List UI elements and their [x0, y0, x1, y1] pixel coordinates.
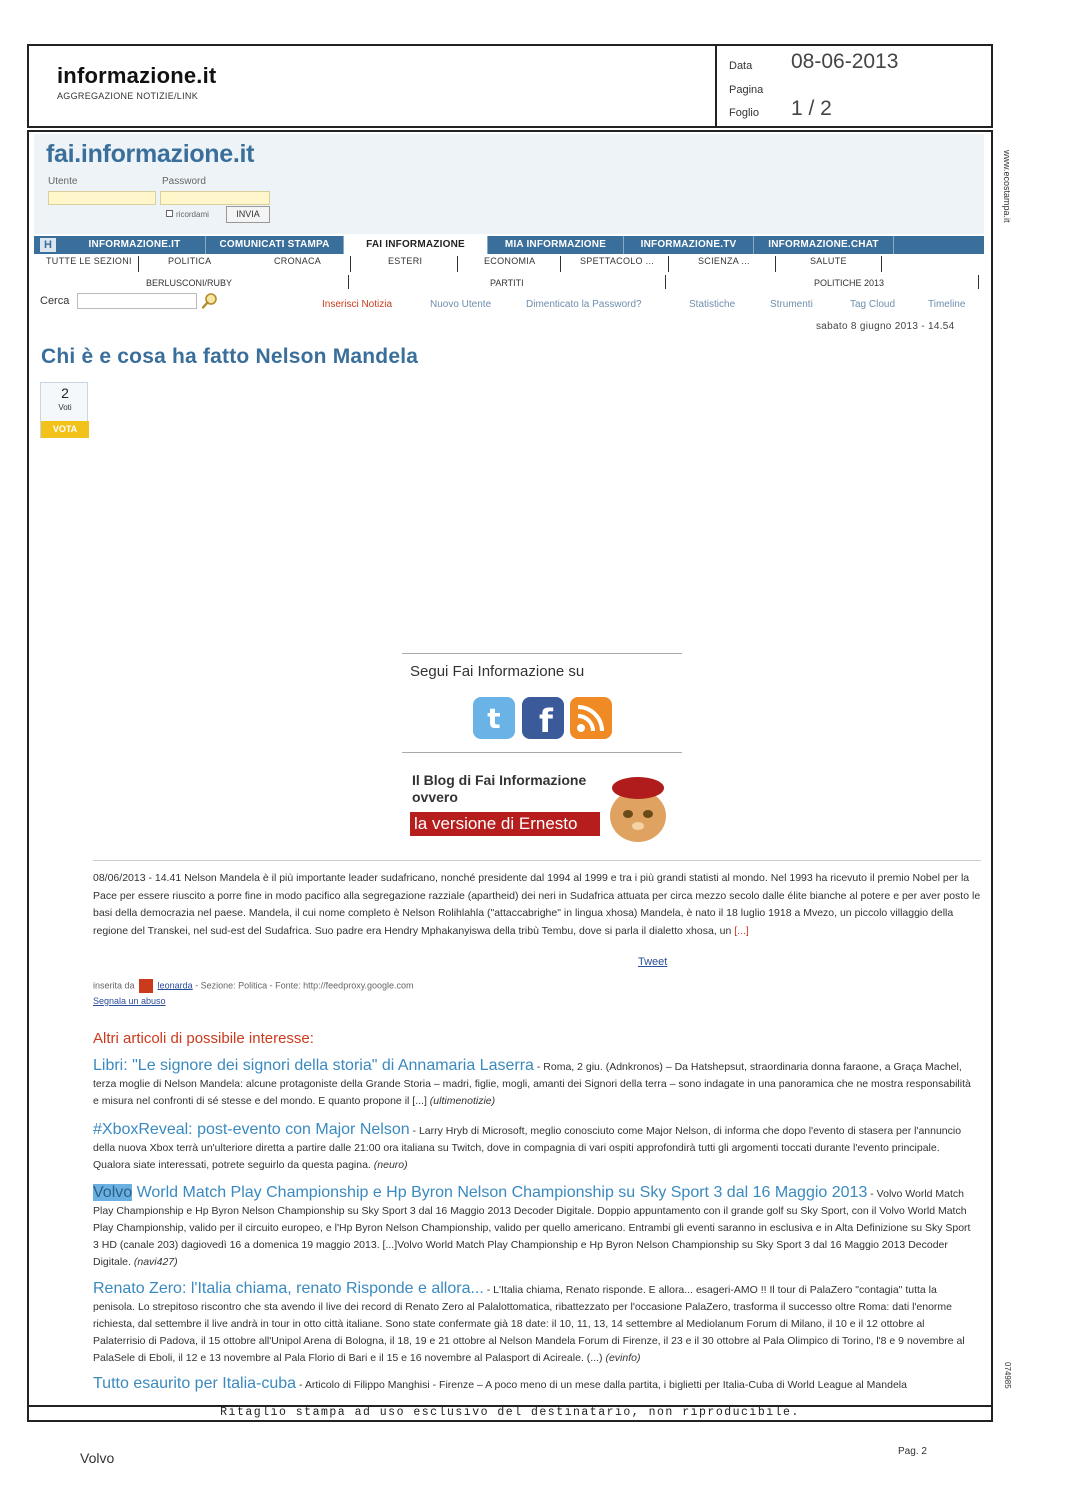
related-text: - Volvo World Match Play Championship e Hp Byron Nelson Championship su Sky Sport 3 dal 16 Maggio 2013 Decoder Digitale. Doppio appuntamento con il grande golf su Sky Sport, con il Volvo World Match Play Championship, valido per il circuito europeo, e l'Hp Byron Nelson Championship, valido per quello americano. Entrambi gli eventi saranno in esclusiva e in Alta Definizione su Sky Sport 3 HD (canale 203) dagiovedì 16 a domenica 19 maggio 2013. [...]Volvo World Match Play Championship e Hp Byron Nelson Championship su Sky Sport 3 dal 16 Maggio 2013 Decoder Digitale. — [93, 1188, 971, 1268]
user-avatar — [139, 979, 153, 993]
vote-label: Voti — [58, 403, 72, 412]
related-source: (ultimenotizie) — [429, 1095, 496, 1107]
divider — [402, 752, 682, 753]
clipping-header — [27, 44, 993, 128]
related-title[interactable]: World Match Play Championship e Hp Byron Nelson Championship su Sky Sport 3 dal 16 Maggio 2013 — [132, 1184, 868, 1201]
nav-separator — [560, 256, 561, 272]
related-text: - Articolo di Filippo Manghisi - Firenze – A poco meno di un mese dalla partita, i biglietti per Italia-Cuba di World League al Mandela — [299, 1379, 907, 1391]
section-politica[interactable]: POLITICA — [168, 256, 212, 266]
related-source: (neuro) — [373, 1159, 408, 1171]
subsection-berlusconi[interactable]: BERLUSCONI/RUBY — [146, 278, 233, 288]
tab-mia-informazione[interactable]: MIA INFORMAZIONE — [488, 236, 624, 254]
related-title[interactable]: Libri: "Le signore dei signori della storia" di Annamaria Laserra — [93, 1057, 534, 1074]
login-send-button[interactable]: INVIA — [226, 206, 270, 223]
search-input[interactable] — [77, 293, 197, 309]
vote-widget — [40, 382, 88, 438]
tab-informazione-tv[interactable]: INFORMAZIONE.TV — [624, 236, 754, 254]
tweet-button[interactable]: Tweet — [638, 956, 668, 968]
site-logo[interactable]: fai.informazione.it — [46, 140, 255, 168]
source-prefix: inserita da — [93, 980, 135, 991]
tab-fai-informazione[interactable]: FAI INFORMAZIONE — [344, 236, 488, 254]
section-spettacolo[interactable]: SPETTACOLO ... — [580, 256, 655, 266]
section-all[interactable]: TUTTE LE SEZIONI — [46, 256, 132, 266]
nav-separator — [665, 275, 666, 289]
related-item — [93, 1375, 973, 1395]
link-timeline[interactable]: Timeline — [928, 299, 966, 310]
related-source: (navi427) — [133, 1256, 178, 1268]
nav-separator — [348, 275, 349, 289]
rss-icon[interactable] — [570, 697, 612, 739]
related-text: - Larry Hryb di Microsoft, meglio conosciuto come Major Nelson, di informa che dopo l'evento di stasera per l'annuncio della nuova Xbox terrà un'ulteriore diretta a partire dalle 21:00 ora italiana su Twitch, dove in compagnia di vari ospiti approfondirà tutti gli argomenti toccati durante l'evento principale. Qualora siate interessati, potrete seguirlo da questa pagina. — [93, 1125, 962, 1171]
source-subtitle: AGGREGAZIONE NOTIZIE/LINK — [57, 91, 199, 101]
link-tag-cloud[interactable]: Tag Cloud — [850, 299, 896, 310]
source-name: informazione.it — [57, 63, 217, 88]
subsection-politiche[interactable]: POLITICHE 2013 — [814, 278, 885, 288]
section-nav — [34, 256, 984, 274]
svg-text:t: t — [487, 702, 501, 735]
article-source — [93, 979, 414, 993]
clipping-meta — [729, 52, 991, 122]
nav-separator — [881, 256, 882, 272]
section-esteri[interactable]: ESTERI — [388, 256, 423, 266]
report-abuse-link[interactable]: Segnala un abuso — [93, 996, 166, 1006]
password-input[interactable] — [160, 191, 270, 205]
related-heading: Altri articoli di possibile interesse: — [93, 1030, 314, 1047]
link-password[interactable]: Dimenticato la Password? — [526, 299, 642, 310]
source-box — [29, 46, 717, 126]
source-rest: - Sezione: Politica - Fonte: http://feedproxy.google.com — [195, 980, 414, 991]
link-nuovo-utente[interactable]: Nuovo Utente — [430, 299, 492, 310]
search-icon[interactable] — [201, 292, 219, 310]
footer-page-number: Pag. 2 — [898, 1446, 927, 1457]
svg-text:f: f — [539, 702, 553, 739]
divider — [93, 860, 981, 861]
page-label: Pagina — [729, 84, 764, 96]
divider — [402, 653, 682, 654]
nav-separator — [138, 256, 139, 272]
link-strumenti[interactable]: Strumenti — [770, 299, 813, 310]
side-code-2: 074985 — [1003, 1362, 1012, 1389]
facebook-icon[interactable] — [522, 697, 564, 739]
blog-banner[interactable]: la versione di Ernesto — [410, 812, 600, 836]
section-cronaca[interactable]: CRONACA — [274, 256, 322, 266]
section-salute[interactable]: SALUTE — [810, 256, 847, 266]
footer-keyword: Volvo — [80, 1450, 115, 1466]
related-item — [93, 1184, 973, 1271]
related-highlight: Volvo — [93, 1184, 133, 1201]
related-item — [93, 1057, 973, 1110]
side-code: www.ecostampa.it — [1002, 150, 1012, 223]
related-text: - L'Italia chiama, Renato risponde. E allora... esageri-AMO !! Il tour di PalaZero "contagia" tutta la penisola. Lo strepitoso riscontro che sta avendo il live dei record di Renato Zero al Palalottomatica, ribattezzato per l'occasione PalaZero, trasforma il successo oltre Roma: dati l'enorme richiesta, dal settembre il live andrà in tour in otto città italiane. Sono state confermate già 18 date: il 10, 11, 13, 14 settembre al Mediolanum Forum di Milano, il 10 e il 12 ottobre al Palaterrisio di Padova, il 15 ottobre all'Unipol Arena di Bologna, il 18, 19 e 21 ottobre al Nelson Mandela Forum di Firenze, il 23 e il 30 ottobre al Pala Olimpico di Torino, l'8 e 9 novembre al PalaSele di Eboli, il 12 e 13 novembre al Pala Florio di Bari e il 15 e 16 novembre al Palasport di Acireale. (...) — [93, 1284, 965, 1364]
main-tabs — [34, 236, 984, 254]
cat-mascot-icon — [598, 766, 676, 844]
follow-label: Segui Fai Informazione su — [410, 663, 585, 680]
user-label: Utente — [48, 176, 78, 187]
user-input[interactable] — [48, 191, 156, 205]
sheet-value: 1 / 2 — [791, 97, 832, 120]
related-source: (evinfo) — [605, 1352, 641, 1364]
related-item — [93, 1121, 973, 1174]
site-dateline: sabato 8 giugno 2013 - 14.54 — [816, 321, 955, 332]
nav-separator — [457, 256, 458, 272]
sheet-label: Foglio — [729, 107, 759, 119]
article-body — [93, 870, 983, 940]
nav-separator — [350, 256, 351, 272]
blog-title[interactable]: Il Blog di Fai Informazione ovvero — [412, 772, 587, 805]
article-title: Chi è e cosa ha fatto Nelson Mandela — [41, 345, 419, 368]
date-value: 08-06-2013 — [791, 50, 899, 73]
article-body-text: 08/06/2013 - 14.41 Nelson Mandela è il più importante leader sudafricano, nonché presidente dal 1994 al 1999 e tra i più grandi statisti al mondo. Nel 1993 ha ricevuto il premio Nobel per la Pace per essere riuscito a porre fine in modo pacifico alla segregazione razziale (apartheid) dei neri in Sudafrica attuata per circa mezzo secolo dalle élite bianche al potere e per aver posto le basi della democrazia nel paese. Mandela, il cui nome completo è Nelson Rolihlahla ("attaccabrighe" in lingua xhosa) Mandela, è nato il 18 luglio 1918 a Mvezo, un piccolo villaggio della regione del Transkei, nel sud-est del Sudafrica. Suo padre era Hendry Mphakanyiswa della tribù Tembu, dove si parla il dialetto xhosa, un — [93, 872, 981, 937]
subsection-partiti[interactable]: PARTITI — [490, 278, 524, 288]
clipping-footer-note: Ritaglio stampa ad uso esclusivo del destinatario, non riproducibile. — [220, 1406, 800, 1419]
related-text: - Roma, 2 giu. (Adnkronos) – Da Hatshepsut, straordinaria donna faraone, a Graça Machel, terza moglie di Nelson Mandela: alcune protagoniste della Grande Storia – madri, figlie, mogli, amanti dei Signori della terra – sono indagate in una panoramica che ne mostra responsabilità e misura nel confronti di sé stesse e del mondo. E quanto propone il [...] — [93, 1061, 971, 1107]
section-scienza[interactable]: SCIENZA ... — [698, 256, 750, 266]
section-economia[interactable]: ECONOMIA — [484, 256, 536, 266]
read-more-link[interactable]: [...] — [734, 924, 749, 937]
related-title[interactable]: Renato Zero: l'Italia chiama, renato Risponde e allora... — [93, 1280, 484, 1297]
password-label: Password — [162, 176, 206, 187]
remember-checkbox[interactable] — [166, 210, 173, 217]
nav-separator — [668, 256, 669, 272]
date-label: Data — [729, 60, 753, 72]
vote-button[interactable]: VOTA — [41, 421, 89, 438]
twitter-icon[interactable] — [473, 697, 515, 739]
home-icon[interactable]: H — [40, 238, 56, 252]
source-user-link[interactable]: leonarda — [157, 980, 193, 991]
related-title[interactable]: #XboxReveal: post-evento con Major Nelson — [93, 1121, 410, 1138]
tab-informazione-chat[interactable]: INFORMAZIONE.CHAT — [754, 236, 894, 254]
tab-comunicati-stampa[interactable]: COMUNICATI STAMPA — [206, 236, 344, 254]
related-title[interactable]: Tutto esaurito per Italia-cuba — [93, 1375, 297, 1392]
nav-separator — [775, 256, 776, 272]
related-item — [93, 1280, 973, 1367]
tab-informazione-it[interactable]: INFORMAZIONE.IT — [64, 236, 206, 254]
link-inserisci-notizia[interactable]: Inserisci Notizia — [322, 299, 393, 310]
search-label: Cerca — [40, 295, 70, 307]
remember-label: ricordami — [176, 210, 209, 219]
nav-separator — [978, 275, 979, 289]
link-statistiche[interactable]: Statistiche — [689, 299, 736, 310]
vote-count: 2 — [61, 385, 69, 401]
